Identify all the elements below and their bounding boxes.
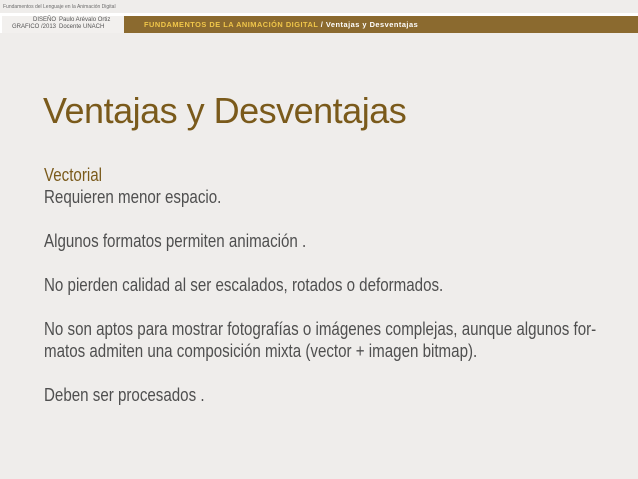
course-info [12, 17, 56, 31]
header-credits [2, 16, 124, 33]
bullet-point: No son aptos para mostrar fotografías o imágenes complejas, aunque algunos for- [44, 319, 597, 339]
course-info-line2: GRAFICO /2013 [11, 24, 56, 30]
header-band-highlight: FUNDAMENTOS DE LA ANIMACIÓN DIGITAL [144, 20, 319, 29]
header-band-text [144, 20, 418, 29]
slide-content [44, 164, 597, 406]
header-band-section: / Ventajas y Desventajas [318, 20, 419, 29]
header-caption: Fundamentos del Lenguaje en la Animación Digital [3, 4, 116, 10]
author-info [59, 17, 110, 31]
bullet-point: Algunos formatos permiten animación . [44, 231, 307, 251]
bullet-point: matos admiten una composición mixta (vector + imagen bitmap). [44, 341, 478, 361]
slide-title: Ventajas y Desventajas [43, 90, 407, 131]
bullet-point: No pierden calidad al ser escalados, rotados o deformados. [44, 275, 444, 295]
bullet-point: Deben ser procesados . [44, 385, 205, 405]
author-info-line1: Paulo Arévalo Ortiz [59, 17, 111, 23]
slide-subtitle: Vectorial [44, 165, 102, 185]
header-band [124, 16, 638, 33]
author-info-line2: Docente UNACH [59, 24, 105, 30]
course-info-line1: DISEÑO [32, 17, 56, 23]
bullet-point: Requieren menor espacio. [44, 187, 222, 207]
header-bar [0, 13, 638, 33]
